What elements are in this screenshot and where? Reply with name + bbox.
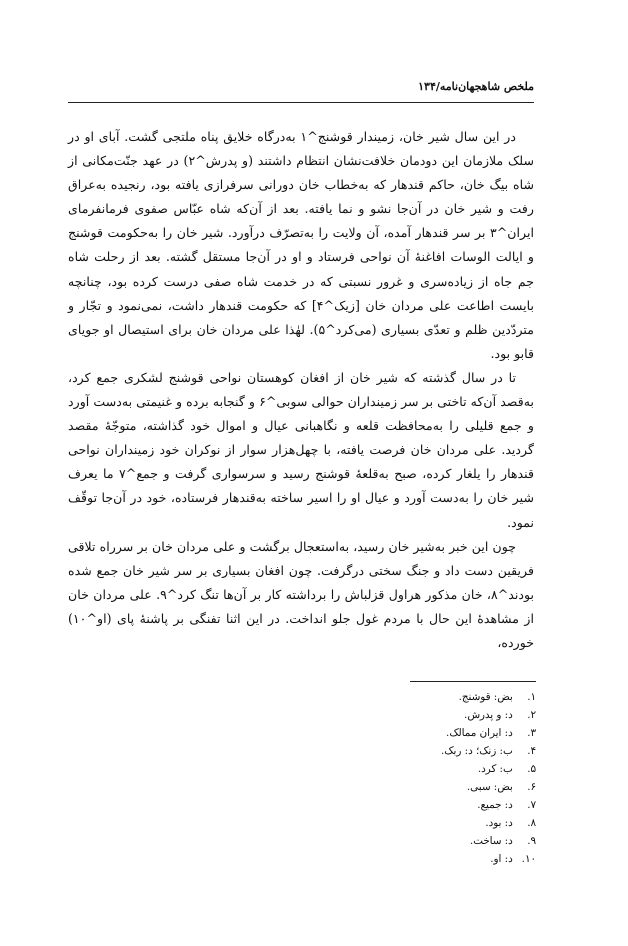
body-paragraph: تا در سال گذشته که شیر خان از افغان کوهستان نواحی قوشنج لشکری جمع کرد، به‌قصد آن‌که تاختی بر سر زمینداران حوالی سوبی^۶ و گنجابه برده و غنیمتی به‌دست آورد و جمع قلیلی را به‌محافظت قلعه و نگاهبانی عیال و اموال خود گذاشته، متوجّهٔ مقصد گردید. علی مردان خان فرصت یافته، با چهل‌هزار سوار از نوکران خود زمینداران نواحی قندهار را یلغار کرده، صبح به‌قلعهٔ قوشنج رسید و سرسواری گرفت و جمع^۷ ما یعرف شیر خان را به‌دست آورد و عیال او را اسیر ساخته به‌قندهار فرستاده، خود در آن‌جا توقّف نمود.: [68, 369, 535, 530]
footnote-item: [310, 814, 536, 832]
footnote-item: [310, 832, 536, 850]
footnote-text: بض: قوشنج.: [458, 691, 513, 703]
footnote-item: [310, 760, 536, 778]
footnote-number: ۷.: [527, 799, 536, 811]
footnote-item: [310, 778, 536, 796]
footnote-text: د: بود.: [485, 817, 513, 829]
header-rule: [68, 102, 534, 103]
running-header: [68, 80, 534, 100]
body-paragraph: چون این خبر به‌شیر خان رسید، به‌استعجال برگشت و علی مردان خان بر سرراه تلاقی فریقین دست داد و جنگ سختی درگرفت. چون افغان بسیاری بر سر شیر خان جمع شده بودند^۸، خان مذکور هراول قزلباش را برداشته کار بر آن‌ها تنگ کرد^۹. علی مردان خان از مشاهدهٔ این حال با مردم غول جلو انداخت. در این اثنا تفنگی بر پاشنهٔ پای (او^۱۰) خورده،: [68, 538, 534, 650]
footnote-text: د: جمیع.: [477, 799, 513, 811]
footnote-text: د: او.: [490, 853, 513, 865]
footnotes: [310, 688, 536, 868]
footnote-number: ۳.: [527, 727, 536, 739]
footnote-item: [310, 706, 536, 724]
footnote-text: د: و پدرش.: [464, 709, 513, 721]
footnote-text: بض: سبی.: [466, 781, 513, 793]
footnote-rule: [410, 681, 536, 682]
body-paragraph: در این سال شیر خان، زمیندار قوشنج^۱ به‌درگاه خلایق پناه ملتجی گشت. آبای او در سلک ملازمان این دودمان خلافت‌نشان انتظام داشتند (و پدرش^۲) در عهد جنّت‌مکانی از شاه بیگ خان، حاکم قندهار که به‌خطاب خان دورانی سرفرازی یافته بود، رنجیده به‌عراق رفت و شیر خان در آن‌جا نشو و نما یافته. بعد از آن‌که شاه عبّاس صفوی فرمانفرمای ایران^۳ بر سر قندهار آمده، آن ولایت را به‌تصرّف درآورد. شیر خان را به‌حکومت قوشنج و ایالت الوسات افاغنهٔ آن نواحی فرستاد و او در آن‌جا مستقل گشته. بعد از رحلت شاه جم جاه از زیاده‌سری و غرور نسبتی که در خدمت شاه صفی درست کرده بود، چنانچه بایست اطاعت علی مردان خان [زیک^۴] که حکومت قندهار داشت، نمی‌نمود و تجّار و متردّدین ظلم و تعدّی بسیاری (می‌کرد^۵). لهٰذا علی مردان خان برای استیصال او جویای قابو بود.: [68, 129, 534, 361]
running-title: ملخص شاهجهان‌نامه/۱۳۴: [418, 80, 534, 93]
footnote-text: د: ایران ممالک.: [446, 727, 513, 739]
footnote-number: ۱۰.: [521, 853, 536, 865]
footnote-number: ۶.: [527, 781, 536, 793]
footnote-text: د: ساخت.: [469, 835, 513, 847]
footnote-item: [310, 796, 536, 814]
footnote-text: ب: زنک؛ د: ربک.: [441, 745, 513, 757]
footnote-number: ۸.: [527, 817, 536, 829]
footnote-number: ۵.: [527, 763, 536, 775]
footnote-number: ۴.: [527, 745, 536, 757]
footnote-text: ب: کرد.: [477, 763, 513, 775]
footnote-item: [310, 724, 536, 742]
footnote-item: [310, 850, 536, 868]
footnote-number: ۹.: [527, 835, 536, 847]
body-text: [68, 125, 534, 655]
footnote-item: [310, 742, 536, 760]
footnote-number: ۲.: [527, 709, 536, 721]
footnote-item: [310, 688, 536, 706]
footnote-number: ۱.: [527, 691, 536, 703]
